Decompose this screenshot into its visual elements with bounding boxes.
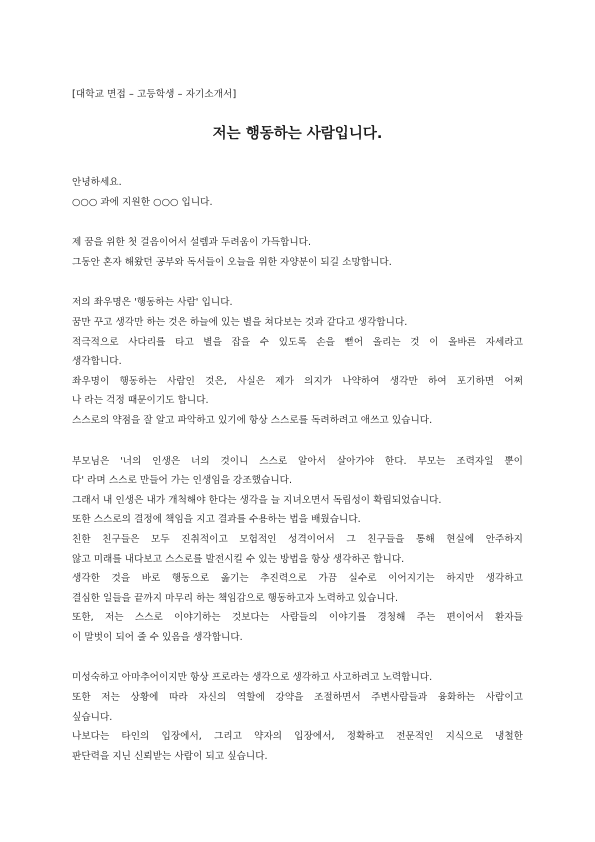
text-line: 나보다는 타인의 입장에서, 그리고 약자의 입장에서, 정확하고 전문적인 지식으로 냉철한: [72, 731, 523, 743]
text-line: 안녕하세요.: [72, 177, 122, 188]
text-line: 저의 좌우명은 '행동하는 사람' 입니다.: [72, 297, 233, 309]
text-line: 꿈만 꾸고 생각만 하는 것은 하늘에 있는 별을 쳐다보는 것과 같다고 생각합니다.: [72, 316, 408, 328]
text-line: 또한 저는 상황에 따라 자신의 역할에 강약을 조절하면서 주변사람들과 융화하는 사람이고: [72, 692, 523, 704]
text-line: 미성숙하고 아마추어이지만 항상 프로라는 생각으로 생각하고 사고하려고 노력합니다.: [72, 672, 433, 684]
text-line: 또한 스스로의 결정에 책임을 지고 결과를 수용하는 법을 배웠습니다.: [72, 514, 361, 526]
text-line: 나 라는 걱정 때문이기도 합니다.: [72, 395, 209, 407]
text-line: 친한 친구들은 모두 진취적이고 모험적인 성격이어서 그 친구들을 통해 현실에 안주하지: [72, 533, 523, 545]
document-body: [72, 173, 523, 787]
text-line: 않고 미래를 내다보고 스스로를 발전시킬 수 있는 방법을 항상 생각하곤 합니다.: [72, 553, 405, 565]
text-line: 스스로의 약점을 잘 알고 파악하고 있기에 항상 스스로를 독려하려고 애쓰고 있습니다.: [72, 414, 433, 426]
text-line: 다' 라며 스스로 만들어 가는 인생임을 강조했습니다.: [72, 475, 293, 487]
document-category-tag: [대학교 면접 – 고등학생 – 자기소개서]: [72, 89, 237, 100]
text-line: 판단력을 지닌 신뢰받는 사람이 되고 싶습니다.: [72, 750, 268, 762]
text-line: 적극적으로 사다리를 타고 별을 잡을 수 있도록 손을 뻗어 올리는 것 이 올바른 자세라고: [72, 336, 523, 348]
text-line: 또한, 저는 스스로 이야기하는 것보다는 사람들의 이야기를 경청해 주는 편이어서 환자들: [72, 612, 523, 624]
text-line: 결심한 일들을 끝까지 마무리 하는 책임감으로 행동하고자 노력하고 있습니다.: [72, 592, 399, 604]
text-line: 제 꿈을 위한 첫 걸음이어서 설렘과 두려움이 가득합니다.: [72, 237, 312, 249]
text-line: 이 말벗이 되어 줄 수 있음을 생각합니다.: [72, 631, 243, 643]
text-line: 생각한 것을 바로 행동으로 옮기는 추진력으로 가끔 실수로 이어지기는 하지만 생각하고: [72, 573, 523, 585]
paragraph: [72, 452, 523, 648]
text-line: 그동안 혼자 해왔던 공부와 독서들이 오늘을 위한 자양분이 되길 소망합니다.: [72, 256, 392, 268]
text-line: 좌우명이 행동하는 사람인 것은, 사실은 제가 의지가 나약하여 생각만 하여 포기하면 어쩌: [72, 375, 523, 387]
text-line: 싶습니다.: [72, 711, 113, 723]
paragraph: [72, 293, 523, 430]
paragraph: [72, 173, 523, 212]
text-line: 부모님은 '너의 인생은 너의 것이니 스스로 알아서 살아가야 한다. 부모는 조력자일 뿐이: [72, 455, 523, 467]
document-title: 저는 행동하는 사람입니다.: [212, 126, 383, 142]
text-line: 그래서 내 인생은 내가 개척해야 한다는 생각을 늘 지녀오면서 독립성이 확립되었습니다.: [72, 494, 442, 506]
paragraph: [72, 668, 523, 766]
text-line: ○○○ 과에 지원한 ○○○ 입니다.: [72, 196, 213, 208]
text-line: 생각합니다.: [72, 356, 122, 368]
paragraph: [72, 233, 523, 272]
